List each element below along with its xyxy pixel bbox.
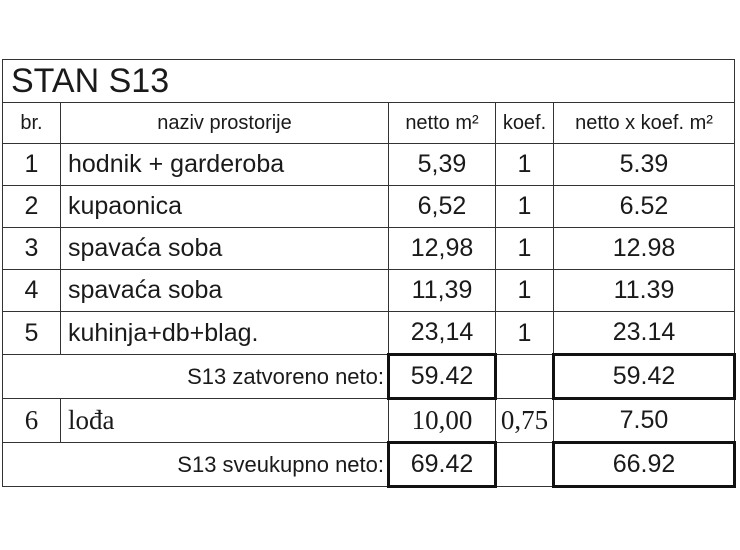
- room-netto-koef: 11.39: [554, 270, 735, 312]
- room-name: kuhinja+db+blag.: [61, 312, 389, 355]
- header-netto: netto m²: [389, 103, 496, 144]
- closed-total-netto-koef: 59.42: [554, 355, 735, 399]
- room-koef: 1: [496, 312, 554, 355]
- header-row: [3, 103, 735, 144]
- header-netto-koef: netto x koef. m²: [554, 103, 735, 144]
- room-netto-koef: 7.50: [554, 399, 735, 443]
- header-br: br.: [3, 103, 61, 144]
- room-netto-koef: 23.14: [554, 312, 735, 355]
- header-koef: koef.: [496, 103, 554, 144]
- grand-total-koef-empty: [496, 443, 554, 487]
- grand-total-row: [3, 443, 735, 487]
- row-number: 1: [3, 144, 61, 186]
- room-netto: 11,39: [389, 270, 496, 312]
- room-koef: 1: [496, 270, 554, 312]
- apartment-area-table: [2, 59, 736, 488]
- row-number: 2: [3, 186, 61, 228]
- grand-total-netto-koef: 66.92: [554, 443, 735, 487]
- table-row: [3, 270, 735, 312]
- room-netto: 6,52: [389, 186, 496, 228]
- room-name: kupaonica: [61, 186, 389, 228]
- table-row: [3, 228, 735, 270]
- row-number: 5: [3, 312, 61, 355]
- row-number: 4: [3, 270, 61, 312]
- closed-total-netto: 59.42: [389, 355, 496, 399]
- header-room-name: naziv prostorije: [61, 103, 389, 144]
- room-name: lođa: [61, 399, 389, 443]
- row-number: 3: [3, 228, 61, 270]
- room-netto-koef: 6.52: [554, 186, 735, 228]
- table-row: [3, 186, 735, 228]
- table-row: [3, 312, 735, 355]
- room-name: hodnik + garderoba: [61, 144, 389, 186]
- title-row: [3, 60, 735, 103]
- grand-total-label: S13 sveukupno neto:: [3, 443, 389, 487]
- room-netto-koef: 12.98: [554, 228, 735, 270]
- loggia-row: [3, 399, 735, 443]
- room-koef: 1: [496, 186, 554, 228]
- room-netto: 10,00: [389, 399, 496, 443]
- closed-total-koef-empty: [496, 355, 554, 399]
- room-koef: 0,75: [496, 399, 554, 443]
- room-netto: 12,98: [389, 228, 496, 270]
- room-netto: 23,14: [389, 312, 496, 355]
- room-name: spavaća soba: [61, 228, 389, 270]
- room-koef: 1: [496, 228, 554, 270]
- grand-total-netto: 69.42: [389, 443, 496, 487]
- closed-total-label: S13 zatvoreno neto:: [3, 355, 389, 399]
- room-name: spavaća soba: [61, 270, 389, 312]
- table-title: STAN S13: [3, 60, 735, 103]
- row-number: 6: [3, 399, 61, 443]
- table-row: [3, 144, 735, 186]
- room-koef: 1: [496, 144, 554, 186]
- room-netto-koef: 5.39: [554, 144, 735, 186]
- room-netto: 5,39: [389, 144, 496, 186]
- closed-total-row: [3, 355, 735, 399]
